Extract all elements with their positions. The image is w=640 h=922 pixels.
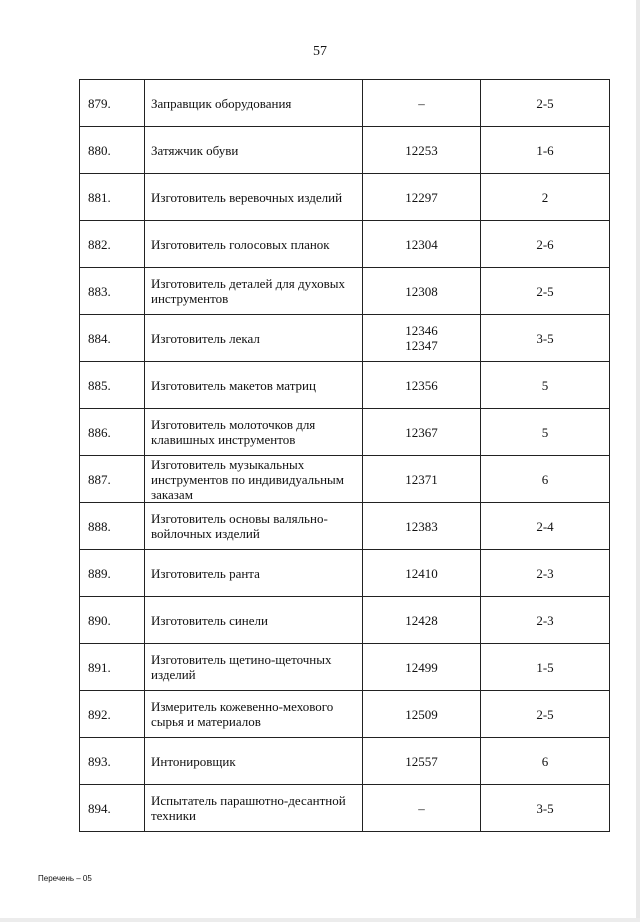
grade-range: 2-5 bbox=[481, 80, 610, 127]
code-value: 12367 bbox=[405, 424, 438, 440]
row-number: 894. bbox=[80, 785, 145, 832]
code-value: 12347 bbox=[405, 338, 438, 353]
occupation-name: Изготовитель щетино-щеточных изделий bbox=[145, 644, 363, 691]
occupation-name: Интонировщик bbox=[145, 738, 363, 785]
code-value: 12509 bbox=[405, 706, 438, 722]
occupation-name: Изготовитель музыкальных инструментов по индивидуальным заказам bbox=[145, 456, 363, 503]
occupation-code bbox=[363, 174, 481, 221]
code-value: 12297 bbox=[405, 189, 438, 205]
row-number: 884. bbox=[80, 315, 145, 362]
row-number: 886. bbox=[80, 409, 145, 456]
grade-range: 5 bbox=[481, 409, 610, 456]
grade-range: 2 bbox=[481, 174, 610, 221]
table-row bbox=[80, 597, 610, 644]
grade-range: 2-6 bbox=[481, 221, 610, 268]
occupation-code bbox=[363, 362, 481, 409]
table-body bbox=[80, 80, 610, 832]
table-row bbox=[80, 127, 610, 174]
occupation-name: Изготовитель деталей для духовых инструментов bbox=[145, 268, 363, 315]
row-number: 879. bbox=[80, 80, 145, 127]
row-number: 883. bbox=[80, 268, 145, 315]
occupation-code bbox=[363, 221, 481, 268]
grade-range: 2-3 bbox=[481, 597, 610, 644]
occupation-code bbox=[363, 127, 481, 174]
occupation-name: Изготовитель основы валяльно-войлочных изделий bbox=[145, 503, 363, 550]
occupation-name: Затяжчик обуви bbox=[145, 127, 363, 174]
table-row bbox=[80, 785, 610, 832]
code-value: 12557 bbox=[405, 753, 438, 769]
table-row bbox=[80, 550, 610, 597]
row-number: 893. bbox=[80, 738, 145, 785]
grade-range: 1-5 bbox=[481, 644, 610, 691]
code-value: 12253 bbox=[405, 142, 438, 158]
table-row bbox=[80, 362, 610, 409]
occupation-name: Испытатель парашютно-десантной техники bbox=[145, 785, 363, 832]
occupation-code bbox=[363, 644, 481, 691]
occupation-code bbox=[363, 597, 481, 644]
occupation-code bbox=[363, 456, 481, 503]
code-value: – bbox=[418, 95, 425, 111]
occupation-code bbox=[363, 315, 481, 362]
row-number: 882. bbox=[80, 221, 145, 268]
table-row bbox=[80, 409, 610, 456]
table-row bbox=[80, 174, 610, 221]
occupation-code bbox=[363, 785, 481, 832]
occupation-name: Заправщик оборудования bbox=[145, 80, 363, 127]
grade-range: 2-5 bbox=[481, 268, 610, 315]
table-row bbox=[80, 221, 610, 268]
occupation-code bbox=[363, 550, 481, 597]
table-row bbox=[80, 738, 610, 785]
grade-range: 5 bbox=[481, 362, 610, 409]
occupation-code bbox=[363, 268, 481, 315]
table-row bbox=[80, 315, 610, 362]
occupation-name: Изготовитель синели bbox=[145, 597, 363, 644]
table-row bbox=[80, 456, 610, 503]
code-value: 12428 bbox=[405, 612, 438, 628]
code-value: 12308 bbox=[405, 283, 438, 299]
code-value: 12304 bbox=[405, 236, 438, 252]
occupation-table bbox=[79, 79, 610, 832]
row-number: 885. bbox=[80, 362, 145, 409]
code-value: 12499 bbox=[405, 659, 438, 675]
grade-range: 1-6 bbox=[481, 127, 610, 174]
grade-range: 2-4 bbox=[481, 503, 610, 550]
code-value: 12371 bbox=[405, 471, 438, 487]
occupation-name: Измеритель кожевенно-мехового сырья и материалов bbox=[145, 691, 363, 738]
occupation-name: Изготовитель ранта bbox=[145, 550, 363, 597]
scan-edge-bottom bbox=[0, 918, 640, 922]
occupation-code bbox=[363, 738, 481, 785]
scan-edge-right bbox=[636, 0, 640, 922]
code-value: 12346 bbox=[405, 323, 438, 338]
grade-range: 6 bbox=[481, 456, 610, 503]
grade-range: 3-5 bbox=[481, 785, 610, 832]
grade-range: 2-5 bbox=[481, 691, 610, 738]
page-number: 57 bbox=[313, 44, 327, 59]
code-value: – bbox=[418, 800, 425, 816]
code-value: 12356 bbox=[405, 377, 438, 393]
occupation-code bbox=[363, 80, 481, 127]
row-number: 891. bbox=[80, 644, 145, 691]
code-value: 12410 bbox=[405, 565, 438, 581]
row-number: 890. bbox=[80, 597, 145, 644]
table-row bbox=[80, 644, 610, 691]
occupation-code bbox=[363, 409, 481, 456]
table-row bbox=[80, 268, 610, 315]
occupation-name: Изготовитель макетов матриц bbox=[145, 362, 363, 409]
occupation-name: Изготовитель молоточков для клавишных инструментов bbox=[145, 409, 363, 456]
table-row bbox=[80, 503, 610, 550]
occupation-name: Изготовитель веревочных изделий bbox=[145, 174, 363, 221]
code-value: 12383 bbox=[405, 518, 438, 534]
table-row bbox=[80, 691, 610, 738]
table-row bbox=[80, 80, 610, 127]
occupation-name: Изготовитель лекал bbox=[145, 315, 363, 362]
occupation-code bbox=[363, 503, 481, 550]
row-number: 887. bbox=[80, 456, 145, 503]
occupation-name: Изготовитель голосовых планок bbox=[145, 221, 363, 268]
occupation-code bbox=[363, 691, 481, 738]
grade-range: 3-5 bbox=[481, 315, 610, 362]
row-number: 880. bbox=[80, 127, 145, 174]
footer-label: Перечень – 05 bbox=[38, 874, 92, 883]
grade-range: 2-3 bbox=[481, 550, 610, 597]
row-number: 888. bbox=[80, 503, 145, 550]
grade-range: 6 bbox=[481, 738, 610, 785]
row-number: 889. bbox=[80, 550, 145, 597]
row-number: 881. bbox=[80, 174, 145, 221]
row-number: 892. bbox=[80, 691, 145, 738]
